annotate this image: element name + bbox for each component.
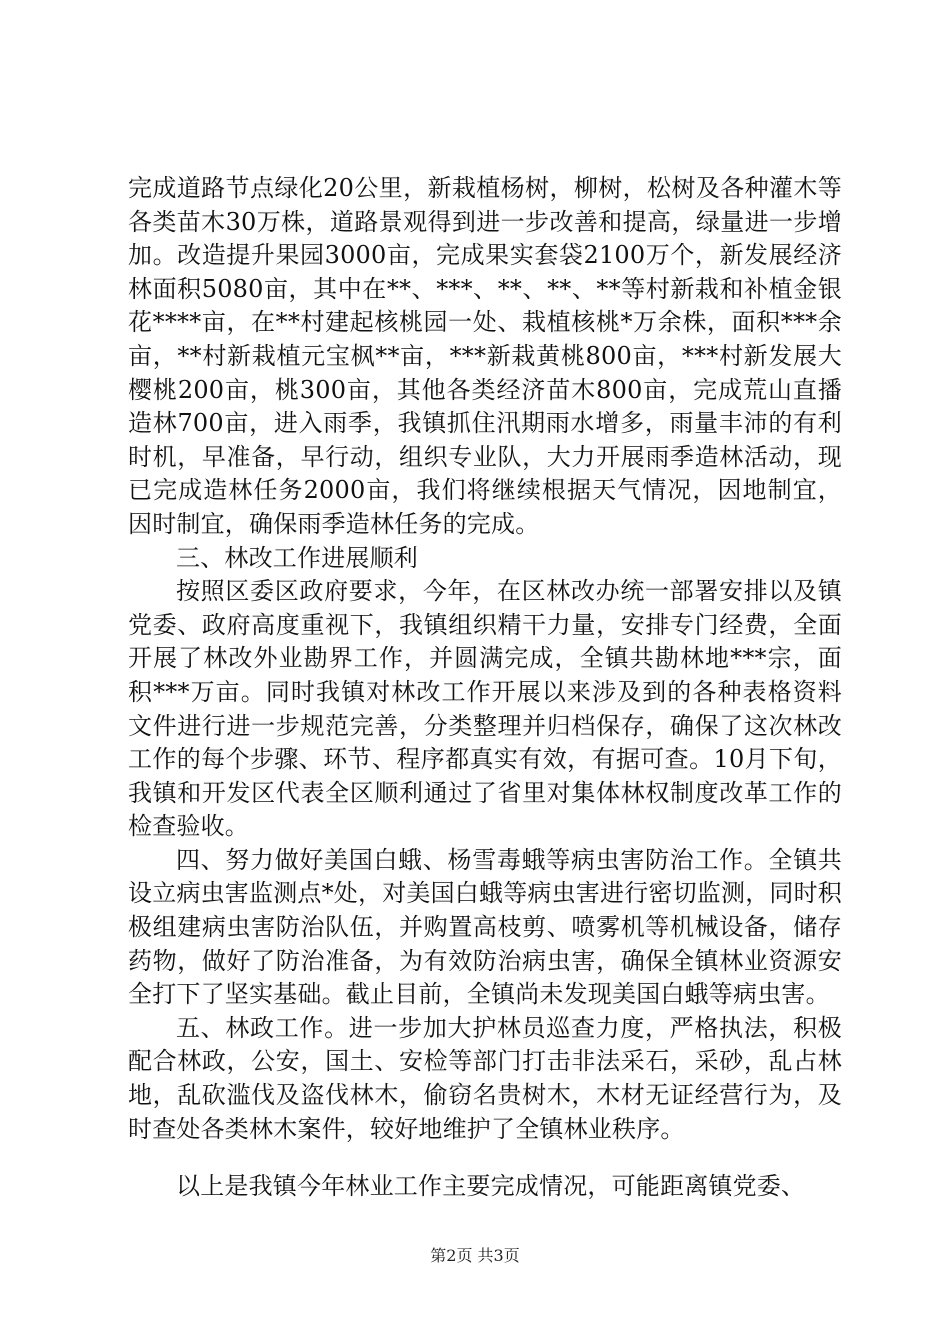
document-body [128, 172, 842, 1204]
paragraph-summary: 以上是我镇今年林业工作主要完成情况，可能距离镇党委、 [176, 1172, 806, 1201]
page-number-footer: 第2页 共3页 [430, 1246, 520, 1265]
paragraph-pest-control: 四、努力做好美国白蛾、杨雪毒蛾等病虫害防治工作。全镇共设立病虫害监测点*处，对美国白蛾等病虫害进行密切监测，同时积极组建病虫害防治队伍，并购置高枝剪、喷雾机等机械设备，储存药物，做好了防治准备，为有效防治病虫害，确保全镇林业资源安全打下了坚实基础。截止目前，全镇尚未发现美国白蛾等病虫害。 [128, 845, 842, 1009]
paragraph-forest-administration: 五、林政工作。进一步加大护林员巡查力度，严格执法，积极配合林政，公安，国土、安检等部门打击非法采石，采砂，乱占林地，乱砍滥伐及盗伐林木，偷窃名贵树木，木材无证经营行为，及时查处各类林木案件，较好地维护了全镇林业秩序。 [128, 1013, 842, 1143]
paragraph-forest-reform: 按照区委区政府要求，今年，在区林改办统一部署安排以及镇党委、政府高度重视下，我镇组织精干力量，安排专门经费，全面开展了林改外业勘界工作，并圆满完成，全镇共勘林地***宗，面积***万亩。同时我镇对林改工作开展以来涉及到的各种表格资料文件进行进一步规范完善，分类整理并归档保存，确保了这次林改工作的每个步骤、环节、程序都真实有效，有据可查。10月下旬，我镇和开发区代表全区顺利通过了省里对集体林权制度改革工作的检查验收。 [128, 577, 842, 841]
heading-forest-reform: 三、林改工作进展顺利 [176, 543, 418, 572]
paragraph-afforestation: 完成道路节点绿化20公里，新栽植杨树，柳树，松树及各种灌木等各类苗木30万株，道路景观得到进一步改善和提高，绿量进一步增加。改造提升果园3000亩，完成果实套袋2100万个，新发展经济林面积5080亩，其中在**、***、**、**、**等村新栽和补植金银花****亩，在**村建起核桃园一处、栽植核桃*万余株，面积***余亩，**村新栽植元宝枫**亩，***新栽黄桃800亩，***村新发展大樱桃200亩，桃300亩，其他各类经济苗木800亩，完成荒山直播造林700亩，进入雨季，我镇抓住汛期雨水增多，雨量丰沛的有利时机，早准备，早行动，组织专业队，大力开展雨季造林活动，现已完成造林任务2000亩，我们将继续根据天气情况，因地制宜，因时制宜，确保雨季造林任务的完成。 [128, 174, 842, 538]
